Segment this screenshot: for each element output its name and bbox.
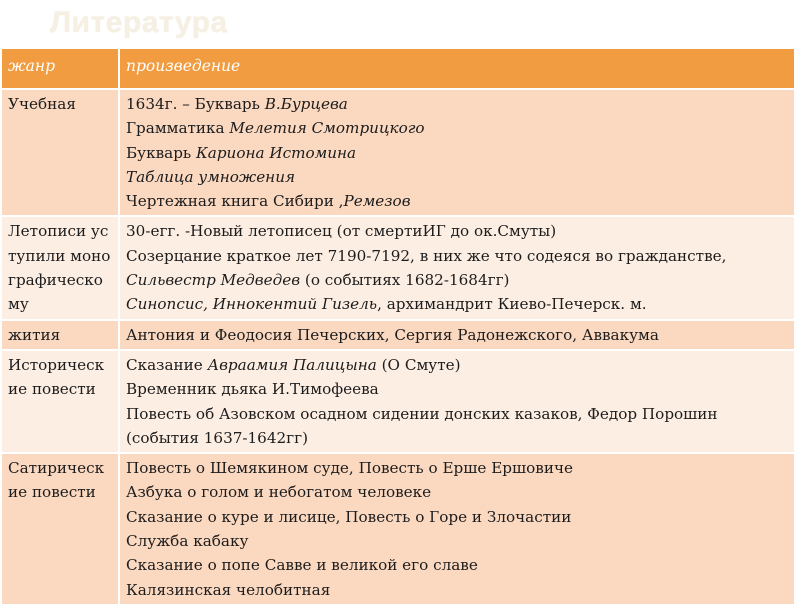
work-line: Чертежная книга Сибири ,Ремезов (126, 192, 411, 211)
genre-cell: Сатирические повести (1, 453, 119, 605)
work-line: Таблица умножения (126, 167, 296, 186)
header-genre: жанр (1, 48, 119, 89)
work-line: Сказание о попе Савве и великой его славе (126, 556, 478, 575)
work-line: Азбука о голом и небогатом человеке (126, 483, 432, 502)
work-line: Сильвестр Медведев (о событиях 1682-1684гг) (126, 271, 510, 290)
works-cell (119, 320, 795, 350)
work-line: Сказание о куре и лисице, Повесть о Горе и Злочастии (126, 507, 572, 526)
work-line: Букварь Кариона Истомина (126, 143, 357, 162)
work-line: Сказание Авраамия Палицына (О Смуте) (126, 355, 461, 374)
work-line: Синопсис, Иннокентий Гизель, архимандрит Киево-Печерск. м. (126, 295, 647, 314)
work-line: 1634г. – Букварь В.Бурцева (126, 95, 348, 113)
work-line: Служба кабаку (126, 532, 249, 551)
work-line: (события 1637-1642гг) (126, 428, 309, 447)
table-row (1, 216, 795, 319)
slide-title: Литература (50, 6, 228, 39)
table-row (1, 89, 795, 216)
work-line: Антония и Феодосия Печерских, Сергия Радонежского, Аввакума (126, 325, 659, 344)
table-row (1, 453, 795, 605)
work-line: Повесть о Шемякином суде, Повесть о Ерше Ершовиче (126, 459, 573, 478)
work-line: Калязинская челобитная (126, 580, 331, 599)
genre-cell: жития (1, 320, 119, 350)
table-header-row (1, 48, 795, 89)
work-line: Повесть об Азовском осадном сидении донских казаков, Федор Порошин (126, 404, 718, 423)
work-line: Созерцание краткое лет 7190-7192, в них же что содеяся во гражданстве, (126, 246, 727, 265)
work-line: Временник дьяка И.Тимофеева (126, 380, 379, 399)
works-cell (119, 216, 795, 319)
header-works: произведение (119, 48, 795, 89)
genre-cell: Летописи уступили монографическому (1, 216, 119, 319)
works-cell (119, 350, 795, 453)
table-row (1, 320, 795, 350)
works-cell (119, 89, 795, 216)
table-row (1, 350, 795, 453)
work-line: Грамматика Мелетия Смотрицкого (126, 119, 425, 138)
table-body (1, 89, 795, 605)
literature-table (0, 47, 796, 606)
genre-cell: Учебная (1, 89, 119, 216)
genre-cell: Исторические повести (1, 350, 119, 453)
works-cell (119, 453, 795, 605)
work-line: 30-егг. -Новый летописец (от смертиИГ до ок.Смуты) (126, 222, 557, 241)
